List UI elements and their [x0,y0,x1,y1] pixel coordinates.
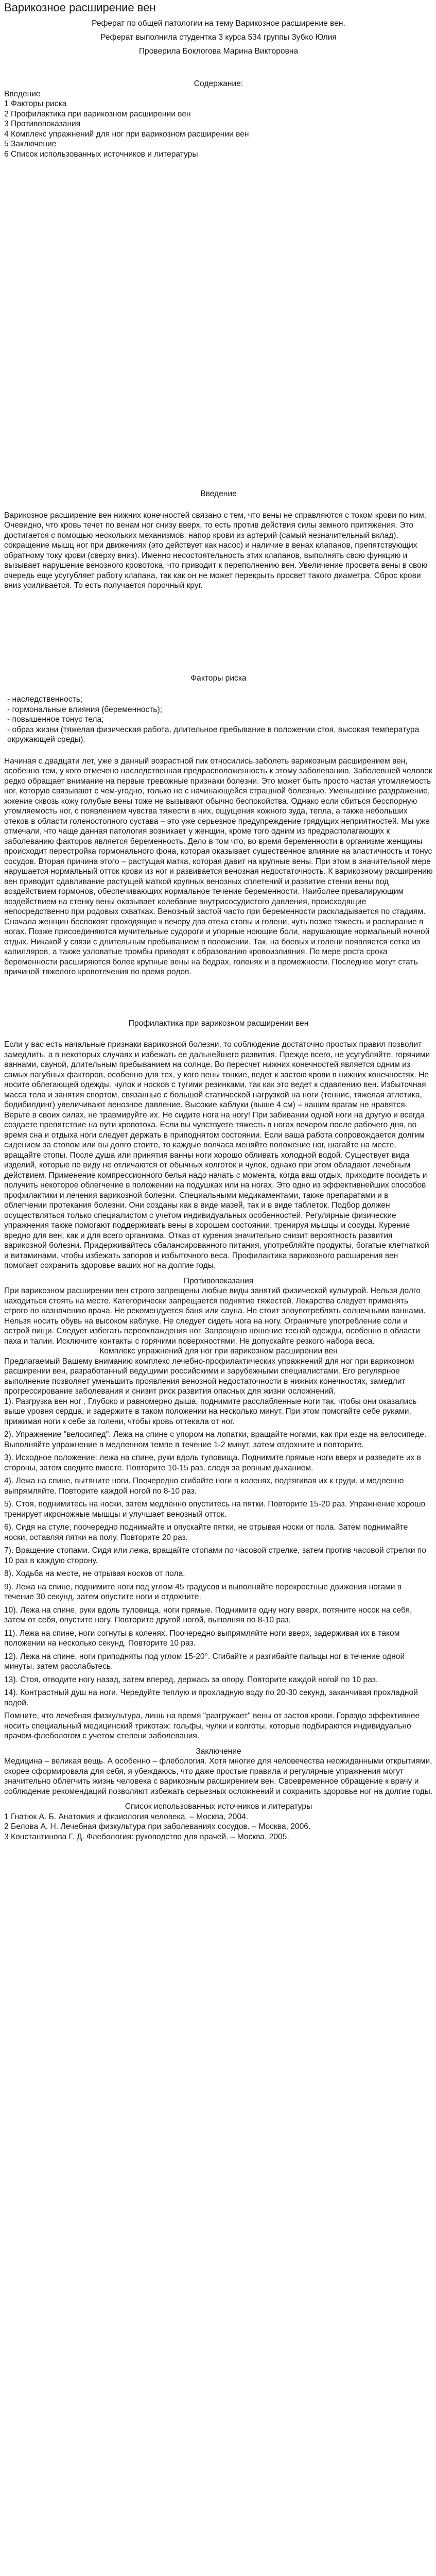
sources-heading: Список использованных источников и литературы [125,1802,312,1811]
toc-heading: Содержание: [194,79,243,88]
header-line-author: Реферат выполнила студентка 3 курса 534 группы Зубко Юлия [100,33,337,42]
exercise-item: 9). Лежа на спине, поднимите ноги под углом 45 градусов и выполняйте перекрестные движения ногами в течение 30 секунд, затем опустите ноги и отдохните. [4,1582,402,1601]
contra-heading: Противопоказания [183,1276,254,1285]
header-block [4,16,433,58]
conclusion-heading: Заключение [196,1747,241,1756]
exercises-outro: Помните, что лечебная физкультура, лишь на время "разгружает" вены от застоя крови. Гораздо эффективнее носить специальный медицинский трикотаж: гольфы, чулки и колготы, которые подбираются индивидуально врачом-флебологом с учетом степени заболевания. [4,1711,420,1740]
exercise-item: 3). Исходное положение: лежа на спине, руки вдоль туловища. Поднимите прямые ноги вверх и разведите их в стороны, затем сведите вместе. Повторите 10-15 раз, следя за ровным дыханием. [4,1453,421,1472]
prevention-heading: Профилактика при варикозном расширении вен [128,1019,309,1028]
risk-heading: Факторы риска [190,673,247,683]
toc-item: 6 Список использованных источников и литературы [4,149,198,159]
exercise-item: 2). Упражнение "велосипед". Лежа на спине с упором на лопатки, вращайте ногами, как при езде на велосипеде. Выполняйте упражнение в медленном темпе в течение 1-2 минут, затем отдохните и повторите. [4,1430,427,1449]
risk-list [4,694,433,745]
source-item: 1 Гнатюк А. Б. Анатомия и физиология человека. – Москва, 2004. [4,1812,248,1821]
risk-item: - образ жизни (тяжелая физическая работа, длительное пребывание в положении стоя, высокая температура окружающей среды). [7,725,420,744]
contra-text: При варикозном расширении вен строго запрещены любые виды занятий физической культурой. Нельзя долго находиться стоять на месте. Категорически запрещается поднятие тяжестей. Лекарства следует применять строго по назначению врача. Не рекомендуется баня или сауна. Не стоит злоупотреблять солнечными ваннами. Нельзя носить обувь на высоком каблуке. Не следует сидеть нога на ногу. Ограничьте употребление соли и острой пищи. Следует избегать переохлаждения ног. Запрещено ношение тесной одежды, особенно в области паха и талии. Исключите контакты с горячими поверхностями. Не допускайте резкого набора веса. [4,1286,426,1346]
exercise-item: 14). Контрастный душ на ноги. Чередуйте теплую и прохладную воду по 20-30 секунд, заканчивая прохладной водой. [4,1688,418,1707]
risk-item: - гормональные влияния (беременность); [7,705,163,714]
exercise-item: 12). Лежа на спине, ноги приподняты под углом 15-20°. Сгибайте и разгибайте пальцы ног в течение одной минуты, затем расслабьтесь. [4,1652,405,1671]
source-item: 2 Белова А. Н. Лечебная физкультура при заболеваниях сосудов. – Москва, 2006. [4,1822,311,1831]
header-line-subject: Реферат по общей патологии на тему Варикозное расширение вен. [92,19,345,28]
intro-heading: Введение [200,489,237,498]
source-item: 3 Константинова Г. Д. Флебология: руководство для врачей. – Москва, 2005. [4,1832,289,1841]
toc-item: 3 Противопоказания [4,120,81,128]
toc-item: 2 Профилактика при варикозном расширении вен [4,109,191,118]
toc-item: 1 Факторы риска [4,99,67,108]
table-of-contents [4,89,433,160]
prevention-text: Если у вас есть начальные признаки варикозной болезни, то соблюдение достаточно простых правил позволит замедлить, а в некоторых случаях и избежать ее дальнейшего развития. Прежде всего, не усугубляйте, горячими ваннами, сауной, длительным пребыванием на солнце. Во пересчет нижних конечностей является одним из самых пагубных факторов, особенно для тех, у кого вены тонкие, ведет к застою крови в нижних конечностях. Не носите облегающей одежды, чулок и носков с тугими резинками, так как это ведет к сдавлению вен. Избыточная масса тела и занятия спортом, связанные с большой статической нагрузкой на ноги (теннис, тяжелая атлетика, бодибилдинг) увеличивают венозное давление. Высокие каблуки (выше 4 см) – нашим врагам не нравятся. Верьте в своих силах, не травмируйте их. Не сидите нога на ногу! При забивании одной ноги на другую и всегда создаете препятствие на пути кровотока. Если вы чувствуете тяжесть в ногах вечером после рабочего дня, во время сна и отдыха ноги следует держать в приподнятом состоянии. Если ваша работа сопровождается долгим сидением за столом или вы долго стоите, то каждые полчаса меняйте положение ног, шагайте на месте, вращайте стопы. После душа или принятия ванны ноги хорошо обливать холодной водой. Существует вида изделий, которые по виду не отличаются от обычных колготок и чулок, однако при этом обладают лечебным действием. Применение компрессионного белья надо начать с момента, когда ваш отдых, приходите посидеть и получить некоторое облегчение в положении на подушках или на ногах. Это одно из эффективнейших способов профилактики и лечения варикозной болезни. Специальными медикаментами, также препаратами и в облегчении протекания болезни. Они созданы как в виде мазей, так и в виде таблеток. Подбор должен осуществляться только специалистом с учетом индивидуальных особенностей. Регулярные физические упражнения также помогают поддерживать вены в хорошем состоянии, тренируя мышцы и сосуды. Курение вредно для вен, как и для всего организма. Отказ от курения значительно снизит вероятность развития варикозной болезни. Придерживайтесь сбалансированного питания, употребляйте продукты, богатые клетчаткой и витаминами, чтобы избежать запоров и избыточного веса. Профилактика варикозного расширения вен помогает сохранить здоровье ваших ног на долгие годы. [4,1040,430,1270]
exercise-item: 8). Ходьба на месте, не отрывая носков от пола. [4,1569,185,1578]
intro-text: Варикозное расширение вен нижних конечностей связано с тем, что вены не справляются с током крови по ним. Очевидно, что кровь течет по венам ног снизу вверх, то есть против действия силы земного притяжения. Это достигается с помощью нескольких механизмов: напор крови из артерий (самый незначительный вклад), сокращение мышц ног при движениях (это действует как насос) и наличие в венах клапанов, препятствующих обратному току крови (сверху вниз). Именно несостоятельность этих клапанов, выполнять свою функцию и вызывает нарушение венозного кровотока, что приводит к переполнению вен. Увеличение просвета вены в свою очередь еще усугубляет работу клапана, так как он не может перекрыть просвет такого диаметра. Сброс крови вниз усиливается. То есть получается порочный круг. [4,511,428,590]
exercises-intro: Предлагаемый Вашему вниманию комплекс лечебно-профилактических упражнений для ног при варикозном расширении вен, разработанный ведущими российскими и зарубежными специалистами. Его регулярное выполнение позволяет уменьшить проявления венозной недостаточности в нижних конечностях, замедлит прогрессирование заболевания и снизит риск развития опасных для жизни осложнений. [4,1357,414,1396]
exercise-item: 7). Вращение стопами. Сидя или лежа, вращайте стопами по часовой стрелке, затем против часовой стрелки по 10 раз в каждую сторону. [4,1546,426,1565]
toc-item: 4 Комплекс упражнений для ног при варикозном расширении вен [4,129,249,139]
exercise-item: 11). Лежа на спине, ноги согнуты в коленях. Поочередно выпрямляйте ноги вверх, задерживая их в таком положении на несколько секунд. Повторите 10 раз. [4,1629,400,1648]
exercise-list [4,1397,433,1708]
risk-item: - наследственность; [7,695,83,704]
toc-item: 5 Заключение [4,140,57,148]
risk-item: - повышенное тонус тела; [7,715,104,724]
exercise-item: 13). Стоя, отводите ногу назад, затем вперед, держась за опору. Повторите каждой ногой по 10 раз. [4,1675,378,1684]
exercises-heading: Комплекс упражнений для ног при варикозном расширении вен [99,1347,338,1355]
exercise-item: 1). Разгрузка вен ног . Глубоко и равномерно дыша, поднимите расслабленные ноги так, чтобы они оказались выше уровня сердца, и задержите в таком положении на несколько минут. При этом помогайте себе руками, прижимая ноги к себе за голени, чтобы кровь оттекала от ног. [4,1397,417,1426]
document-title: Варикозное расширение вен [4,1,156,14]
exercise-item: 6). Сидя на стуле, поочередно поднимайте и опускайте пятки, не отрывая носки от пола. Затем поднимайте носки, оставляя пятки на полу. Повторите 20 раз. [4,1523,408,1542]
exercise-item: 10). Лежа на спине, руки вдоль туловища, ноги прямые. Поднимите одну ногу вверх, потяните носок на себя, затем от себя, опустите ногу. Повторите другой ногой, выполняя по 8-10 раз. [4,1605,412,1624]
exercise-item: 5). Стоя, поднимитесь на носки, затем медленно опуститесь на пятки. Повторите 15-20 раз. Упражнение хорошо тренирует икроножные мышцы и улучшает венозный отток. [4,1500,426,1519]
sources-list [4,1812,433,1842]
exercise-item: 4). Лежа на спине, вытяните ноги. Поочередно сгибайте ноги в коленях, подтягивая их к груди, и медленно выпрямляйте. Повторите каждой ногой по 8-10 раз. [4,1477,404,1496]
risk-text: Начиная с двадцати лет, уже в данный возрастной пик относились заболеть варикозным расширением вен, особенно тем, у кого отмечено наследственная предрасположенность к этому заболеванию. Заболевшей человек редко обращает внимание на первые тревожные признаки болезни. Это может быть просто частая утомляемость ног, которую связывают с чем-угодно, только не с начинающейся страшной болезнью. Уменьшение раздражение, жжение сквозь кожу голубые вены тоже не вызывают обычно беспокойства. Однако если сбиться бесспорную утомляемость ног, с появлением чувства тяжести в них, ощущения кожного зуда, тепла, а также небольших отеков в области голеностопного сустава – это уже серьезное предупреждение грядущих неприятностей. Мы уже отмечали, что чаще данная патология возникает у женщин, кроме того одним из предрасполагающих к заболеванию факторов является беременность. Дело в том что, во время беременности в организме женщины происходит перестройка гормонального фона, которая оказывает существенное влияние на эластичность и тонус сосудов. Вторая причина этого – растущая матка, которая давит на крупные вены. При этом в значительной мере нарушается нормальный отток крови из ног и развивается венозная недостаточность. К варикозному расширению вен приводит сдавливание растущей маткой крупных венозных сплетений и развитие стенки вены под воздействием гормонов, обеспечивающих нормальное течение беременности. Наиболее превалирующим воздействием на стенку вены оказывает колебание внутрисосудистого давления, происходящие непосредственно при родовых схватках. Венозный застой часто при беременности раскладывается по стадиям. Сначала женщин беспокоят проходящие к вечеру два отека стопы и голени, чуть позже тяжесть и распирание в ногах. Позже присоединяются мучительные судороги и упорные ноющие боли, нарушающие нормальный ночной отдых. Никакой у связи с длительным пребыванием в положении. Так, на боевых и голени появляется сетка из капилляров, а также узловатые тромбы приводят к образованию кровоизлияния. По мере роста срока беременности расширяются более крупные вены на бедрах, голенях и в промежности. Последнее могут стать причиной тяжелого кровотечения во время родов. [4,756,433,976]
conclusion-text: Медицина – великая вещь. А особенно – флебология. Хотя многие для человечества неожиданными открытиями, скорее сформировала для себя, я убеждаюсь, что даже простые правила и регулярные упражнения могут значительно облегчить жизнь человека с варикозным расширением вен. Своевременное обращение к врачу и соблюдение рекомендаций позволяют избежать серьезных осложнений и сохранить здоровье ног на долгие годы. [4,1757,433,1796]
header-line-reviewer: Проверила Боклогова Марина Викторовна [138,47,299,56]
toc-item: Введение [4,89,41,98]
